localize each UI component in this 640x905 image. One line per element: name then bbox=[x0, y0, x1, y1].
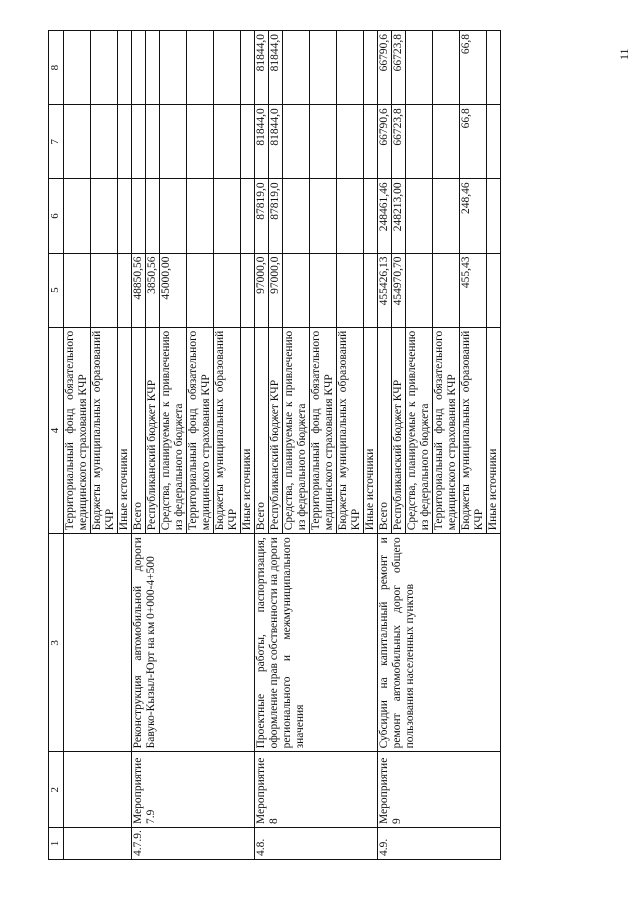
table-frame bbox=[48, 30, 604, 860]
value-cell-c7 bbox=[91, 105, 118, 179]
value-cell-c5: 48850,56 bbox=[132, 253, 146, 327]
value-cell-c8 bbox=[433, 31, 460, 105]
page-number: 11 bbox=[617, 48, 631, 60]
value-cell-c7 bbox=[433, 105, 460, 179]
value-cell-c6 bbox=[406, 179, 433, 253]
value-cell-c6: 87819,0 bbox=[269, 179, 283, 253]
measure-number-cell: 4.7.9. bbox=[132, 828, 255, 860]
value-cell-c8 bbox=[64, 31, 91, 105]
value-cell-c8 bbox=[406, 31, 433, 105]
value-cell-c5 bbox=[214, 253, 241, 327]
value-cell-c6 bbox=[146, 179, 160, 253]
value-cell-c6: 248,46 bbox=[460, 179, 487, 253]
value-cell-c6 bbox=[283, 179, 310, 253]
value-cell-c6 bbox=[187, 179, 214, 253]
measure-number-cell: 4.9. bbox=[378, 828, 501, 860]
value-cell-c6 bbox=[214, 179, 241, 253]
value-cell-c8 bbox=[337, 31, 364, 105]
value-cell-c5 bbox=[118, 253, 132, 327]
value-cell-c5: 3850,56 bbox=[146, 253, 160, 327]
value-cell-c6 bbox=[364, 179, 378, 253]
value-cell-c7 bbox=[187, 105, 214, 179]
value-cell-c5: 455,43 bbox=[460, 253, 487, 327]
table-row bbox=[255, 31, 269, 860]
value-cell-c7 bbox=[160, 105, 187, 179]
column-number-cell: 5 bbox=[49, 253, 64, 327]
column-number-cell: 8 bbox=[49, 31, 64, 105]
header-row bbox=[49, 31, 64, 860]
value-cell-c7 bbox=[214, 105, 241, 179]
measure-name-cell: Мероприятие 7.9 bbox=[132, 752, 255, 828]
value-cell-c7: 81844,0 bbox=[269, 105, 283, 179]
value-cell-c6 bbox=[337, 179, 364, 253]
value-cell-c8: 81844,0 bbox=[269, 31, 283, 105]
source-cell: Республиканский бюджет КЧР bbox=[269, 327, 283, 534]
value-cell-c8 bbox=[214, 31, 241, 105]
value-cell-c6 bbox=[91, 179, 118, 253]
value-cell-c6 bbox=[241, 179, 255, 253]
cont-num-cell bbox=[64, 828, 132, 860]
measure-name-cell: Мероприятие 8 bbox=[255, 752, 378, 828]
value-cell-c5 bbox=[91, 253, 118, 327]
table-row bbox=[378, 31, 392, 860]
value-cell-c8 bbox=[283, 31, 310, 105]
value-cell-c8: 81844,0 bbox=[255, 31, 269, 105]
measure-number-cell: 4.8. bbox=[255, 828, 378, 860]
value-cell-c5 bbox=[64, 253, 91, 327]
value-cell-c8 bbox=[118, 31, 132, 105]
value-cell-c8: 66723,8 bbox=[392, 31, 406, 105]
column-number-cell: 6 bbox=[49, 179, 64, 253]
value-cell-c5 bbox=[187, 253, 214, 327]
table-body bbox=[49, 31, 501, 860]
source-cell: Республиканский бюджет КЧР bbox=[146, 327, 160, 534]
value-cell-c7 bbox=[487, 105, 501, 179]
value-cell-c5 bbox=[337, 253, 364, 327]
column-number-cell: 1 bbox=[49, 828, 64, 860]
value-cell-c7: 81844,0 bbox=[255, 105, 269, 179]
source-cell: Бюджеты муниципальных образований КЧР bbox=[337, 327, 364, 534]
source-cell: Республиканский бюджет КЧР bbox=[392, 327, 406, 534]
source-cell: Средства, планируемые к привлечению из федерального бюджета bbox=[283, 327, 310, 534]
value-cell-c6: 248213,00 bbox=[392, 179, 406, 253]
value-cell-c7 bbox=[337, 105, 364, 179]
value-cell-c7: 66723,8 bbox=[392, 105, 406, 179]
value-cell-c8: 66,8 bbox=[460, 31, 487, 105]
rotated-landscape-page bbox=[48, 30, 604, 860]
value-cell-c7 bbox=[64, 105, 91, 179]
value-cell-c8 bbox=[487, 31, 501, 105]
value-cell-c7 bbox=[132, 105, 146, 179]
value-cell-c7 bbox=[118, 105, 132, 179]
source-cell: Бюджеты муниципальных образований КЧР bbox=[460, 327, 487, 534]
value-cell-c6 bbox=[64, 179, 91, 253]
measure-description-cell: Проектные работы, паспортизация, оформление прав собственности на дороги регионального и межмуниципального значения bbox=[255, 534, 378, 752]
value-cell-c7 bbox=[241, 105, 255, 179]
value-cell-c8 bbox=[146, 31, 160, 105]
value-cell-c6 bbox=[433, 179, 460, 253]
source-cell: Средства, планируемые к привлечению из федерального бюджета bbox=[160, 327, 187, 534]
value-cell-c8 bbox=[241, 31, 255, 105]
source-cell: Всего bbox=[132, 327, 146, 534]
value-cell-c7 bbox=[146, 105, 160, 179]
source-cell: Средства, планируемые к привлечению из федерального бюджета bbox=[406, 327, 433, 534]
value-cell-c5 bbox=[487, 253, 501, 327]
funding-table bbox=[48, 30, 501, 860]
column-number-cell: 7 bbox=[49, 105, 64, 179]
measure-description-cell: Реконструкция автомобильной дороги Бавуко-Кызыл-Юрт на км 0+000-4+500 bbox=[132, 534, 255, 752]
source-cell: Всего bbox=[378, 327, 392, 534]
value-cell-c7 bbox=[310, 105, 337, 179]
source-cell: Территориальный фонд обязательного медицинского страхования КЧР bbox=[433, 327, 460, 534]
value-cell-c5 bbox=[310, 253, 337, 327]
value-cell-c6: 87819,0 bbox=[255, 179, 269, 253]
source-cell: Территориальный фонд обязательного медицинского страхования КЧР bbox=[187, 327, 214, 534]
cont-event-cell bbox=[64, 752, 132, 828]
value-cell-c8 bbox=[160, 31, 187, 105]
value-cell-c6 bbox=[118, 179, 132, 253]
value-cell-c8 bbox=[310, 31, 337, 105]
value-cell-c7: 66,8 bbox=[460, 105, 487, 179]
value-cell-c5 bbox=[241, 253, 255, 327]
value-cell-c8 bbox=[132, 31, 146, 105]
value-cell-c5 bbox=[406, 253, 433, 327]
value-cell-c5: 454970,70 bbox=[392, 253, 406, 327]
value-cell-c5: 97000,0 bbox=[255, 253, 269, 327]
column-number-cell: 2 bbox=[49, 752, 64, 828]
source-cell: Иные источники bbox=[364, 327, 378, 534]
value-cell-c5 bbox=[283, 253, 310, 327]
measure-name-cell: Мероприятие 9 bbox=[378, 752, 501, 828]
column-number-cell: 4 bbox=[49, 327, 64, 534]
value-cell-c8: 66790,6 bbox=[378, 31, 392, 105]
value-cell-c8 bbox=[364, 31, 378, 105]
value-cell-c5: 97000,0 bbox=[269, 253, 283, 327]
column-number-cell: 3 bbox=[49, 534, 64, 752]
table-row bbox=[64, 31, 91, 860]
value-cell-c6 bbox=[132, 179, 146, 253]
value-cell-c7 bbox=[364, 105, 378, 179]
source-cell: Иные источники bbox=[241, 327, 255, 534]
value-cell-c6 bbox=[487, 179, 501, 253]
cont-desc-cell bbox=[64, 534, 132, 752]
table-row bbox=[132, 31, 146, 860]
source-cell: Территориальный фонд обязательного медицинского страхования КЧР bbox=[64, 327, 91, 534]
value-cell-c7 bbox=[406, 105, 433, 179]
source-cell: Всего bbox=[255, 327, 269, 534]
value-cell-c5 bbox=[364, 253, 378, 327]
source-cell: Иные источники bbox=[118, 327, 132, 534]
source-cell: Бюджеты муниципальных образований КЧР bbox=[214, 327, 241, 534]
measure-description-cell: Субсидии на капитальный ремонт и ремонт автомобильных дорог общего пользования населенных пунктов bbox=[378, 534, 501, 752]
value-cell-c5: 455426,13 bbox=[378, 253, 392, 327]
value-cell-c8 bbox=[91, 31, 118, 105]
value-cell-c6 bbox=[310, 179, 337, 253]
value-cell-c8 bbox=[187, 31, 214, 105]
source-cell: Бюджеты муниципальных образований КЧР bbox=[91, 327, 118, 534]
value-cell-c6 bbox=[160, 179, 187, 253]
value-cell-c5: 45000,00 bbox=[160, 253, 187, 327]
source-cell: Иные источники bbox=[487, 327, 501, 534]
value-cell-c7 bbox=[283, 105, 310, 179]
value-cell-c7: 66790,6 bbox=[378, 105, 392, 179]
source-cell: Территориальный фонд обязательного медицинского страхования КЧР bbox=[310, 327, 337, 534]
value-cell-c6: 248461,46 bbox=[378, 179, 392, 253]
value-cell-c5 bbox=[433, 253, 460, 327]
